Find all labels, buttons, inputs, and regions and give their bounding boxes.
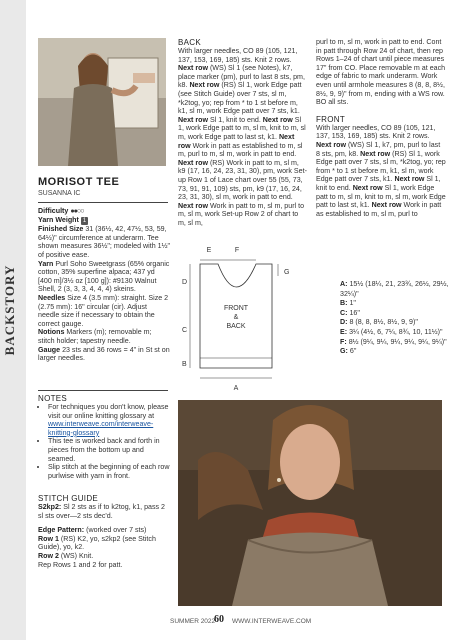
center-label: FRONT: [223, 305, 249, 312]
measurement: E: 3¼ (4½, 6, 7¼, 8¾, 10, 11½)": [340, 327, 443, 336]
label-d: D: [182, 279, 188, 286]
notes-section: [38, 394, 170, 480]
page-number: 60: [214, 614, 224, 625]
measurement: F: 8½ (9¼, 9¼, 9¼, 9¼, 9¼, 9¼)": [340, 337, 447, 346]
center-label: BACK: [226, 323, 246, 330]
difficulty-line: Difficulty ●●○○: [38, 207, 84, 215]
measurement: A: 15½ (18¼, 21, 23¾, 26½, 29½, 32¼)": [340, 280, 449, 298]
back-continued: purl to m, sl m, work in patt to end. Cont in patt through Row 24 of chart, then rep Rows 1–24 of chart until piece measures 17" from CO. Place removable m at each edge of fabric to mark underarm. Work even until armhole measures 8 (8, 8, 8½, 8½, 9, 9)" from m, ending with a WS row. BO all sts.: [316, 38, 446, 107]
back-section: [178, 38, 308, 227]
front-heading: FRONT: [316, 114, 346, 124]
note-item: • This tee is worked back and forth in pieces from the bottom up and seamed.: [48, 437, 170, 463]
note-item: • For techniques you don't know, please visit our online knitting glossary at www.interweave.com/interweave-knitting-glossary: [48, 403, 170, 437]
pattern-title: MORISOT TEE: [38, 176, 120, 188]
stitch-guide-heading: STITCH GUIDE: [38, 494, 99, 503]
label-e: E: [206, 247, 212, 254]
pattern-details: Difficulty ●●○○ Yarn Weight 1 Finished Size 31 (36½, 42, 47½, 53, 59, 64½)" circumference at underarm. Tee shown measures 36½"; modeled with 1½" of positive ease. Yarn Purl Soho Sweetgrass (65% organic cotton, 35% superfine alpaca; 437 yd [400 m]/3½ oz [100 g]): #9130 Walnut Shell, 2 (3, 3, 3, 4, 4, 4) skeins. Needles Size 4 (3.5 mm): straight. Size 2 (2.75 mm): 16" circular (cir). Adjust needle size if necessary to obtain the correct gauge. Notions Markers (m); removable m; stitch holder; tapestry needle. Gauge 23 sts and 36 rows = 4" in St st on larger needles.: [38, 207, 171, 363]
stitch-guide: STITCH GUIDE S2kp2: Sl 2 sts as if to k2tog, k1, pass 2 sl sts over—2 sts dec'd. Edge Pattern: (worked over 7 sts) Row 1 (RS) K2, yo, s2kp2 (see Stitch Guide), yo, k2. Row 2 (WS) Knit. Rep Rows 1 and 2 for patt.: [38, 494, 170, 569]
measurement: G: 6": [340, 347, 357, 356]
front-section: [316, 38, 446, 218]
difficulty-dots-icon: ●●○○: [70, 207, 84, 215]
yarn-weight-line: Yarn Weight 1: [38, 215, 87, 224]
yarn-weight-icon: 1: [82, 217, 87, 224]
glossary-link[interactable]: www.interweave.com/interweave-knitting-glossary: [48, 420, 154, 437]
footer-url[interactable]: WWW.INTERWEAVE.COM: [232, 618, 312, 625]
footer-issue: SUMMER 2022: [170, 618, 216, 625]
divider: [38, 390, 168, 391]
measurements-list: [340, 280, 460, 357]
label-f: F: [234, 247, 240, 254]
measurement: B: 1": [340, 299, 356, 308]
center-label: &: [233, 314, 239, 321]
front-instructions: With larger needles, CO 89 (105, 121, 137, 153, 169, 185) sts. Knit 2 rows. Next row (WS) Sl 1, k7, pm, purl to last 8 sts, pm, k8. Next row (RS) Sl 1, work Edge patt over 7 sts, sl m, *k2tog, yo; rep from * to 1 st before m, k1, sl m, work Edge patt over 7 sts, k1. Next row Sl 1, knit to end. Next row Sl 1, work Edge patt to m, sl m, knit to m, sl m, work Edge patt to last st, k1. Next row Work in patt as established to m, sl m, purl to: [316, 123, 446, 218]
note-item: • Slip stitch at the beginning of each row purlwise with yarn in front.: [48, 463, 170, 480]
model-photo-top: [38, 38, 166, 166]
schematic-diagram: [178, 240, 318, 400]
measurement: D: 8 (8, 8, 8½, 8½, 9, 9)": [340, 318, 418, 327]
model-photo-closeup: [178, 400, 442, 606]
section-label: BACKSTORY: [2, 264, 17, 356]
designer-name: SUSANNA IC: [38, 190, 81, 197]
measurement: C: 16": [340, 308, 360, 317]
label-a: A: [233, 385, 239, 392]
label-g: G: [284, 269, 290, 276]
back-heading: BACK: [178, 38, 201, 47]
divider: [38, 202, 168, 203]
back-instructions: With larger needles, CO 89 (105, 121, 137, 153, 169, 185) sts. Knit 2 rows. Next row (WS) Sl 1 (see Notes), k7, place marker (pm), purl to last 8 sts, pm, k8. Next row (RS) Sl 1, work Edge patt (see Stitch Guide) over 7 sts, sl m, *k2tog, yo; rep from * to 1 st before m, k1, sl m, work Edge patt over 7 sts, k1. Next row Sl 1, knit to end. Next row Sl 1, work Edge patt to m, sl m, knit to m, sl m, work Edge patt to last st, k1. Next row Work in patt as established to m, sl m, purl to m, sl m, work in patt to end. Next row (RS) Work in patt to m, sl m, k9 (17, 16, 24, 23, 31, 30), pm, work Set-up Row 1 of Lace chart over 55 (55, 73, 73, 91, 91, 109) sts, pm, k9 (17, 16, 24, 23, 31, 30), sl m, work in patt to end. Next row Work in patt to m, sl m, purl to m, sl m, work Set-up Row 2 of chart to m, sl m,: [178, 47, 307, 227]
notes-heading: NOTES: [38, 394, 68, 403]
label-b: B: [182, 361, 187, 368]
label-c: C: [182, 327, 188, 334]
